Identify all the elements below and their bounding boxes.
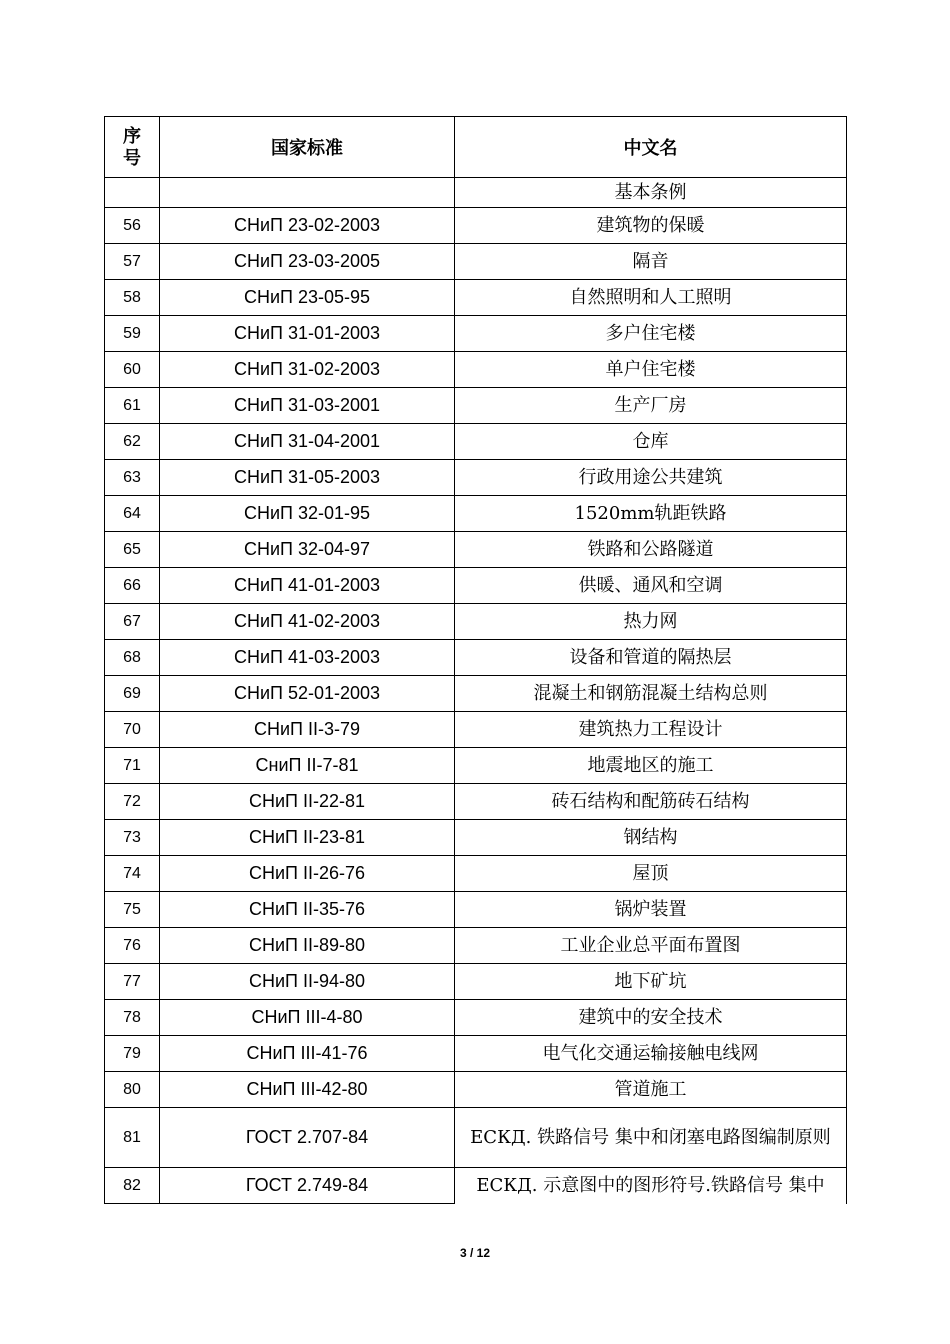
row-number: 60	[105, 352, 160, 388]
row-number: 70	[105, 712, 160, 748]
table-header-row	[105, 117, 847, 178]
chinese-name: 行政用途公共建筑	[455, 460, 847, 496]
chinese-name: 供暖、通风和空调	[455, 568, 847, 604]
standard-code: СНиП 41-03-2003	[160, 640, 455, 676]
table-row	[105, 1000, 847, 1036]
standard-code: СНиП 23-03-2005	[160, 244, 455, 280]
standards-table	[104, 116, 847, 1204]
standard-code: СНиП III-42-80	[160, 1072, 455, 1108]
standard-code: СНиП 31-01-2003	[160, 316, 455, 352]
standard-code: СниП II-7-81	[160, 748, 455, 784]
row-number: 71	[105, 748, 160, 784]
standard-code: СНиП 41-02-2003	[160, 604, 455, 640]
chinese-name: 钢结构	[455, 820, 847, 856]
chinese-name: 自然照明和人工照明	[455, 280, 847, 316]
table-row	[105, 568, 847, 604]
chinese-name: 地震地区的施工	[455, 748, 847, 784]
table-row	[105, 784, 847, 820]
row-number: 61	[105, 388, 160, 424]
header-chinese-name: 中文名	[455, 117, 847, 178]
table-row	[105, 460, 847, 496]
standard-code: СНиП II-89-80	[160, 928, 455, 964]
standard-code: СНиП 23-05-95	[160, 280, 455, 316]
standard-code	[160, 178, 455, 208]
row-number: 65	[105, 532, 160, 568]
row-number: 72	[105, 784, 160, 820]
row-number: 81	[105, 1108, 160, 1168]
standard-code: ГОСТ 2.749-84	[160, 1168, 455, 1204]
table-row	[105, 820, 847, 856]
row-number: 76	[105, 928, 160, 964]
chinese-name: 砖石结构和配筋砖石结构	[455, 784, 847, 820]
row-number: 67	[105, 604, 160, 640]
chinese-name: ЕСКД. 铁路信号 集中和闭塞电路图编制原则	[455, 1108, 847, 1168]
chinese-name: 单户住宅楼	[455, 352, 847, 388]
chinese-name: 管道施工	[455, 1072, 847, 1108]
table-row	[105, 1036, 847, 1072]
page-number: 3 / 12	[459, 1246, 491, 1260]
standard-code: СНиП II-3-79	[160, 712, 455, 748]
row-number: 69	[105, 676, 160, 712]
row-number: 77	[105, 964, 160, 1000]
table-row	[105, 1168, 847, 1204]
table-row	[105, 748, 847, 784]
standard-code: СНиП II-94-80	[160, 964, 455, 1000]
row-number: 80	[105, 1072, 160, 1108]
chinese-name: ЕСКД. 示意图中的图形符号.铁路信号 集中	[455, 1168, 847, 1204]
standard-code: СНиП 32-01-95	[160, 496, 455, 532]
header-standard: 国家标准	[160, 117, 455, 178]
row-number: 79	[105, 1036, 160, 1072]
chinese-name: 建筑热力工程设计	[455, 712, 847, 748]
standard-code: СНиП III-41-76	[160, 1036, 455, 1072]
chinese-name: 工业企业总平面布置图	[455, 928, 847, 964]
row-number: 56	[105, 208, 160, 244]
table-row	[105, 640, 847, 676]
table-row	[105, 676, 847, 712]
table-row	[105, 928, 847, 964]
table-row	[105, 280, 847, 316]
table-row	[105, 964, 847, 1000]
row-number	[105, 178, 160, 208]
chinese-name: 建筑中的安全技术	[455, 1000, 847, 1036]
table-row	[105, 316, 847, 352]
chinese-name: 基本条例	[455, 178, 847, 208]
table-row	[105, 532, 847, 568]
chinese-name: 建筑物的保暖	[455, 208, 847, 244]
chinese-name: 仓库	[455, 424, 847, 460]
row-number: 57	[105, 244, 160, 280]
header-number-label: 序 号	[123, 126, 141, 168]
standard-code: СНиП 31-02-2003	[160, 352, 455, 388]
chinese-name: 屋顶	[455, 856, 847, 892]
table-row	[105, 604, 847, 640]
table-row	[105, 424, 847, 460]
row-number: 63	[105, 460, 160, 496]
chinese-name: 多户住宅楼	[455, 316, 847, 352]
chinese-name: 生产厂房	[455, 388, 847, 424]
standard-code: СНиП II-26-76	[160, 856, 455, 892]
row-number: 68	[105, 640, 160, 676]
table-row	[105, 208, 847, 244]
row-number: 78	[105, 1000, 160, 1036]
chinese-name: 铁路和公路隧道	[455, 532, 847, 568]
table-row	[105, 892, 847, 928]
table-row	[105, 1108, 847, 1168]
table-row	[105, 352, 847, 388]
chinese-name: 隔音	[455, 244, 847, 280]
standard-code: СНиП 52-01-2003	[160, 676, 455, 712]
chinese-name: 电气化交通运输接触电线网	[455, 1036, 847, 1072]
table-body	[105, 178, 847, 1204]
standard-code: СНиП 31-03-2001	[160, 388, 455, 424]
chinese-name: 地下矿坑	[455, 964, 847, 1000]
standard-code: СНиП II-35-76	[160, 892, 455, 928]
table-row	[105, 856, 847, 892]
header-number	[105, 117, 160, 178]
table-row	[105, 1072, 847, 1108]
standard-code: СНиП II-23-81	[160, 820, 455, 856]
standard-code: СНиП 31-04-2001	[160, 424, 455, 460]
chinese-name: 1520mm轨距铁路	[455, 496, 847, 532]
row-number: 62	[105, 424, 160, 460]
row-number: 74	[105, 856, 160, 892]
chinese-name: 锅炉装置	[455, 892, 847, 928]
table-row	[105, 178, 847, 208]
chinese-name: 设备和管道的隔热层	[455, 640, 847, 676]
chinese-name: 热力网	[455, 604, 847, 640]
row-number: 75	[105, 892, 160, 928]
standard-code: СНиП III-4-80	[160, 1000, 455, 1036]
standard-code: СНиП 23-02-2003	[160, 208, 455, 244]
standard-code: СНиП 32-04-97	[160, 532, 455, 568]
row-number: 58	[105, 280, 160, 316]
standard-code: ГОСТ 2.707-84	[160, 1108, 455, 1168]
table-row	[105, 496, 847, 532]
row-number: 73	[105, 820, 160, 856]
standard-code: СНиП 31-05-2003	[160, 460, 455, 496]
table-row	[105, 244, 847, 280]
table-row	[105, 712, 847, 748]
row-number: 59	[105, 316, 160, 352]
row-number: 66	[105, 568, 160, 604]
row-number: 64	[105, 496, 160, 532]
standard-code: СНиП 41-01-2003	[160, 568, 455, 604]
table-row	[105, 388, 847, 424]
row-number: 82	[105, 1168, 160, 1204]
standard-code: СНиП II-22-81	[160, 784, 455, 820]
chinese-name: 混凝土和钢筋混凝土结构总则	[455, 676, 847, 712]
